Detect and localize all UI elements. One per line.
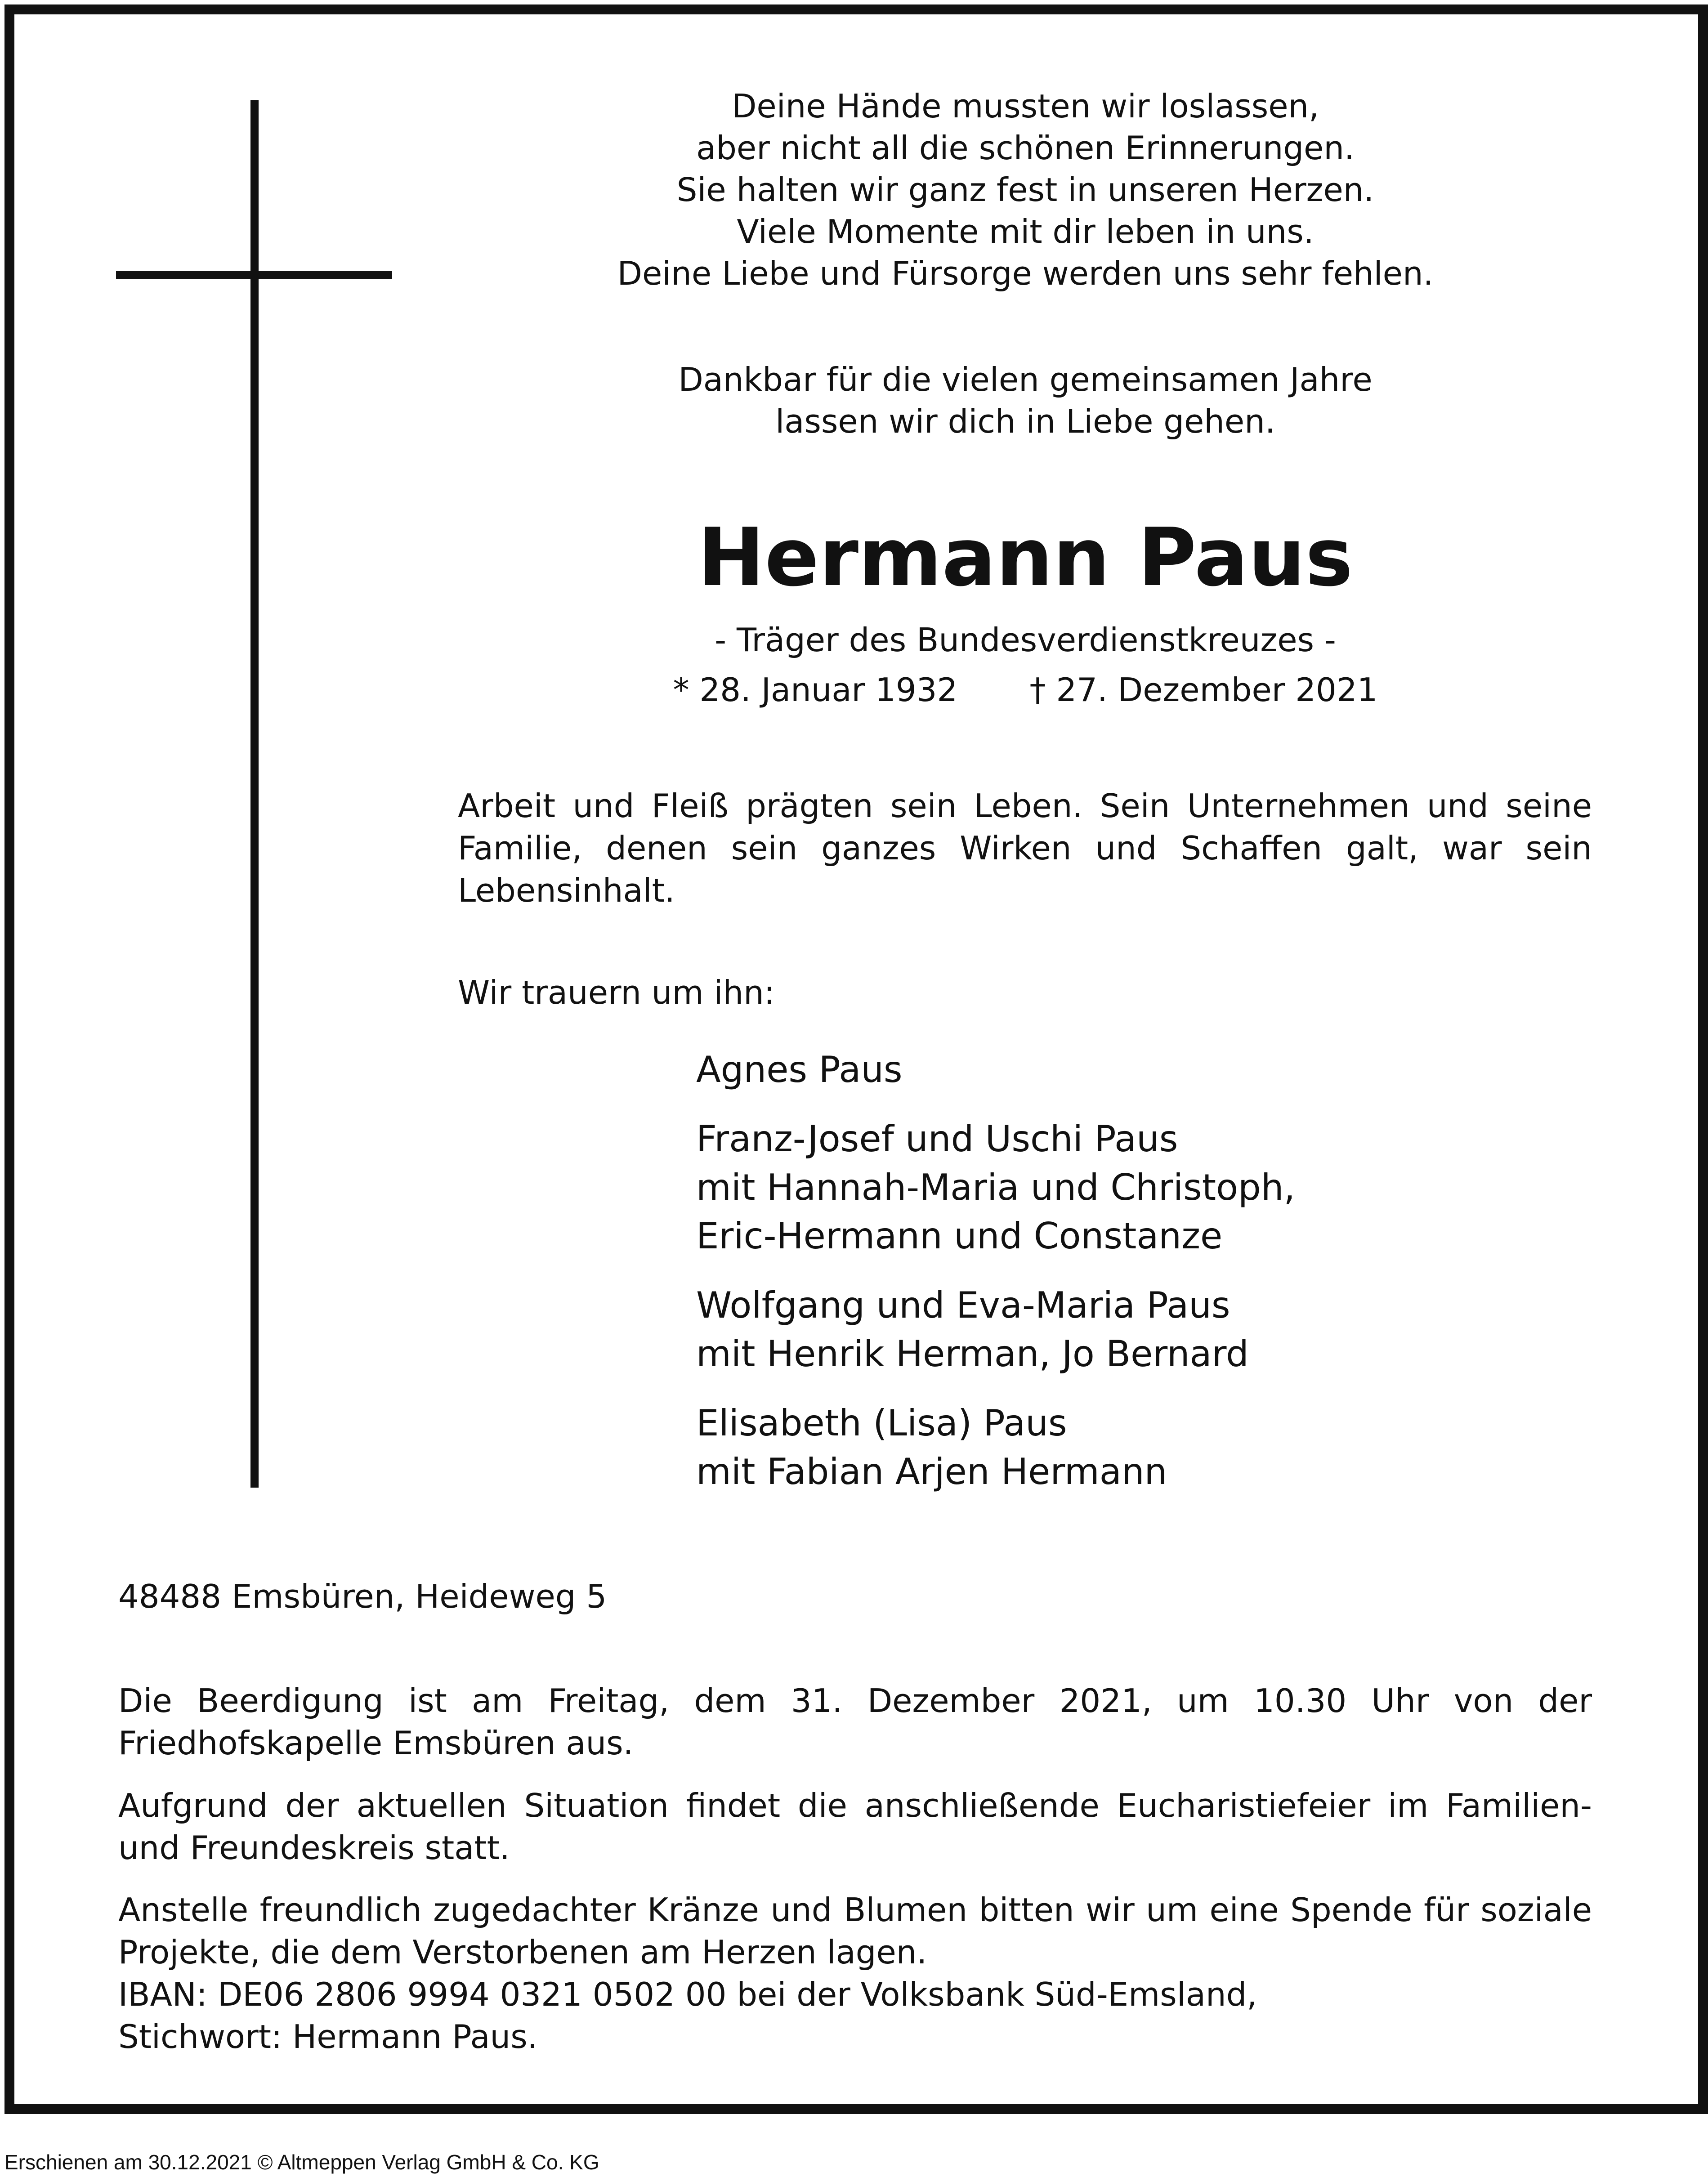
mourner-line: Wolfgang und Eva-Maria Paus xyxy=(696,1284,1230,1326)
mourner-line: mit Hannah-Maria und Christoph, xyxy=(696,1167,1295,1208)
cross-icon xyxy=(250,100,259,1488)
poem-gap xyxy=(450,295,1601,359)
donation-text: Anstelle freundlich zugedachter Kränze und Blumen bitten wir um eine Spende für soziale Projekte, die dem Verstorbenen am Herzen lagen. xyxy=(118,1891,1592,1971)
mourner-line: mit Fabian Arjen Hermann xyxy=(696,1451,1167,1493)
deceased-honor: - Träger des Bundesverdienstkreuzes - xyxy=(715,621,1336,659)
poem-line: Deine Hände mussten wir loslassen, xyxy=(731,87,1319,125)
mourner-group xyxy=(696,1115,1551,1261)
mourner-group xyxy=(696,1281,1551,1378)
mass-text: Aufgrund der aktuellen Situation findet die anschließende Eucharistiefeier im Familien- und Freundeskreis statt. xyxy=(118,1787,1592,1867)
birth-date: * 28. Januar 1932 xyxy=(673,671,958,709)
mourners-list xyxy=(696,1046,1551,1517)
poem xyxy=(450,85,1601,443)
donation-block xyxy=(118,1889,1592,2058)
funeral-text: Die Beerdigung ist am Freitag, dem 31. Dezember 2021, um 10.30 Uhr von der Friedhofskapelle Emsbüren aus. xyxy=(118,1682,1592,1762)
mourner-group xyxy=(696,1046,1551,1094)
mourner-line: Franz-Josef und Uschi Paus xyxy=(696,1118,1178,1160)
donation-keyword: Stichwort: Hermann Paus. xyxy=(118,2018,538,2056)
mourner-line: Agnes Paus xyxy=(696,1049,903,1091)
life-text: Arbeit und Fleiß prägten sein Leben. Sein Unternehmen und seine Familie, denen sein ganzes Wirken und Schaffen galt, war sein Lebensinhalt. xyxy=(458,787,1592,909)
death-date: † 27. Dezember 2021 xyxy=(1029,671,1378,709)
poem-line: aber nicht all die schönen Erinnerungen. xyxy=(696,129,1355,167)
mourner-line: mit Henrik Herman, Jo Bernard xyxy=(696,1333,1249,1375)
poem-line: Viele Momente mit dir leben in uns. xyxy=(737,213,1314,250)
deceased-name: Hermann Paus xyxy=(698,511,1353,604)
closing-line: lassen wir dich in Liebe gehen. xyxy=(775,402,1275,440)
publication-footer: Erschienen am 30.12.2021 © Altmeppen Verlag GmbH & Co. KG xyxy=(4,2150,599,2174)
poem-line: Sie halten wir ganz fest in unseren Herzen. xyxy=(676,171,1374,209)
cross-icon-crossbar xyxy=(116,271,392,279)
closing-line: Dankbar für die vielen gemeinsamen Jahre xyxy=(678,361,1373,398)
mourner-group xyxy=(696,1399,1551,1496)
address: 48488 Emsbüren, Heideweg 5 xyxy=(118,1578,607,1615)
life-dates xyxy=(450,668,1601,711)
mourners-intro: Wir trauern um ihn: xyxy=(458,974,775,1011)
donation-iban: IBAN: DE06 2806 9994 0321 0502 00 bei der Volksbank Süd-Emsland, xyxy=(118,1976,1257,2013)
poem-line: Deine Liebe und Fürsorge werden uns sehr fehlen. xyxy=(617,255,1434,292)
mourner-line: Elisabeth (Lisa) Paus xyxy=(696,1402,1067,1444)
mourner-line: Eric-Hermann und Constanze xyxy=(696,1215,1223,1257)
